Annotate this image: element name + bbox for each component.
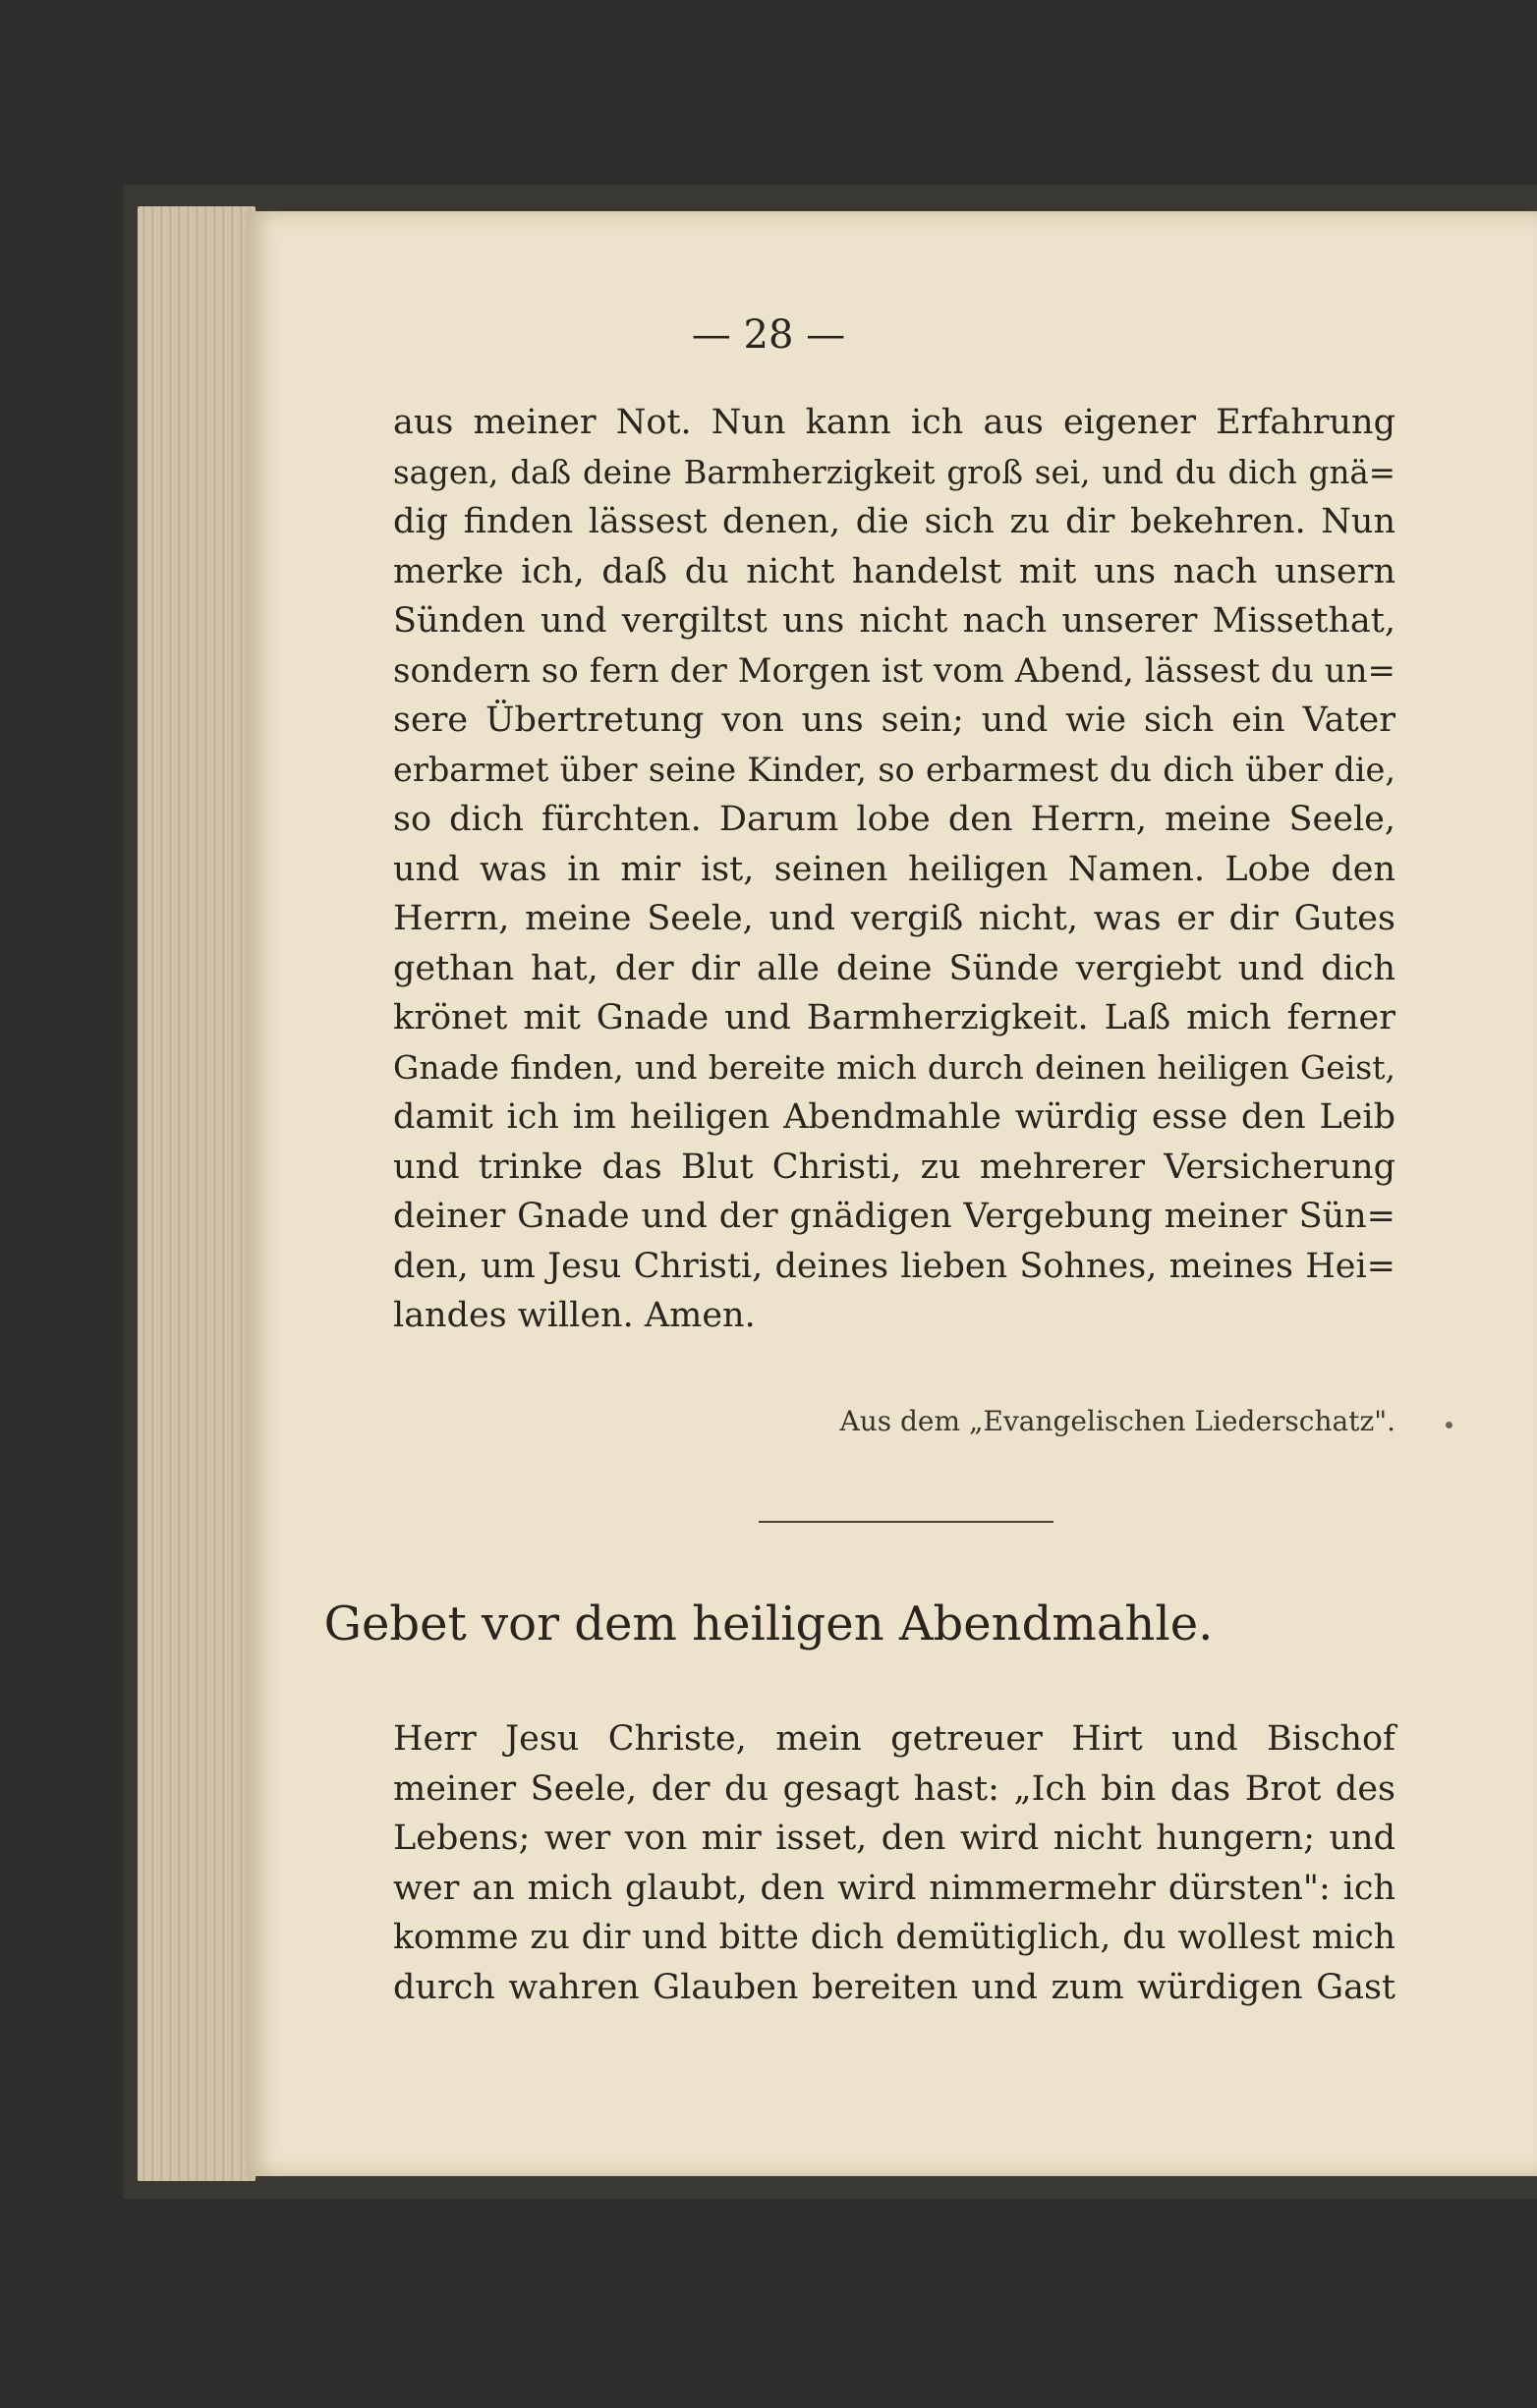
- text-line: komme zu dir und bitte dich demütiglich, du wollest mich: [393, 1918, 1395, 1957]
- text-line: aus meiner Not. Nun kann ich aus eigener Erfahrung: [393, 403, 1395, 442]
- text-line: dig finden lässest denen, die sich zu dir bekehren. Nun: [393, 502, 1395, 541]
- paragraph-prayer-end: [393, 398, 1395, 1341]
- page-edges: [138, 206, 256, 2181]
- text-line: meiner Seele, der du gesagt hast: „Ich bin das Brot des: [393, 1768, 1395, 1809]
- text-line: Sünden und vergiltst uns nicht nach unserer Missethat,: [393, 601, 1395, 641]
- text-line: Herr Jesu Christe, mein getreuer Hirt und Bischof: [393, 1719, 1395, 1759]
- text-line: wer an mich glaubt, den wird nimmermehr dürsten": ich: [393, 1868, 1395, 1908]
- text-line: durch wahren Glauben bereiten und zum würdigen Gast: [393, 1967, 1395, 2007]
- text-line: und trinke das Blut Christi, zu mehrerer Versicherung: [393, 1147, 1395, 1187]
- text-line: Lebens; wer von mir isset, den wird nicht hungern; und: [393, 1819, 1395, 1858]
- text-line: sere Übertretung von uns sein; und wie sich ein Vater: [393, 700, 1395, 740]
- page-number: — 28 —: [691, 312, 846, 358]
- text-line: krönet mit Gnade und Barmherzigkeit. Laß mich ferner: [393, 998, 1395, 1037]
- text-line: den, um Jesu Christi, deines lieben Sohnes, meines Hei=: [393, 1246, 1395, 1286]
- text-line: sondern so fern der Morgen ist vom Abend, lässest du un=: [393, 650, 1395, 691]
- text-line: gethan hat, der dir alle deine Sünde vergiebt und dich: [393, 948, 1395, 988]
- text-line: sagen, daß deine Barmherzigkeit groß sei, und du dich gnä=: [393, 453, 1395, 491]
- page-mark: [1446, 1422, 1452, 1428]
- paragraph-prayer-start: [393, 1714, 1395, 2012]
- section-heading: Gebet vor dem heiligen Abendmahle.: [323, 1596, 1214, 1652]
- text-line: Herrn, meine Seele, und vergiß nicht, was er dir Gutes: [393, 899, 1395, 938]
- source-citation: Aus dem „Evangelischen Liederschatz".: [839, 1405, 1395, 1437]
- text-line: und was in mir ist, seinen heiligen Namen. Lobe den: [393, 849, 1395, 889]
- text-line: merke ich, daß du nicht handelst mit uns nach unsern: [393, 551, 1395, 591]
- text-line: deiner Gnade und der gnädigen Vergebung meiner Sün=: [393, 1197, 1395, 1236]
- text-line: damit ich im heiligen Abendmahle würdig esse den Leib: [393, 1097, 1395, 1137]
- section-divider: [759, 1521, 1053, 1523]
- text-line: landes willen. Amen.: [393, 1296, 756, 1335]
- text-line: erbarmet über seine Kinder, so erbarmest du dich über die,: [393, 750, 1395, 789]
- text-line: Gnade finden, und bereite mich durch deinen heiligen Geist,: [393, 1047, 1395, 1087]
- text-line: so dich fürchten. Darum lobe den Herrn, meine Seele,: [393, 800, 1395, 839]
